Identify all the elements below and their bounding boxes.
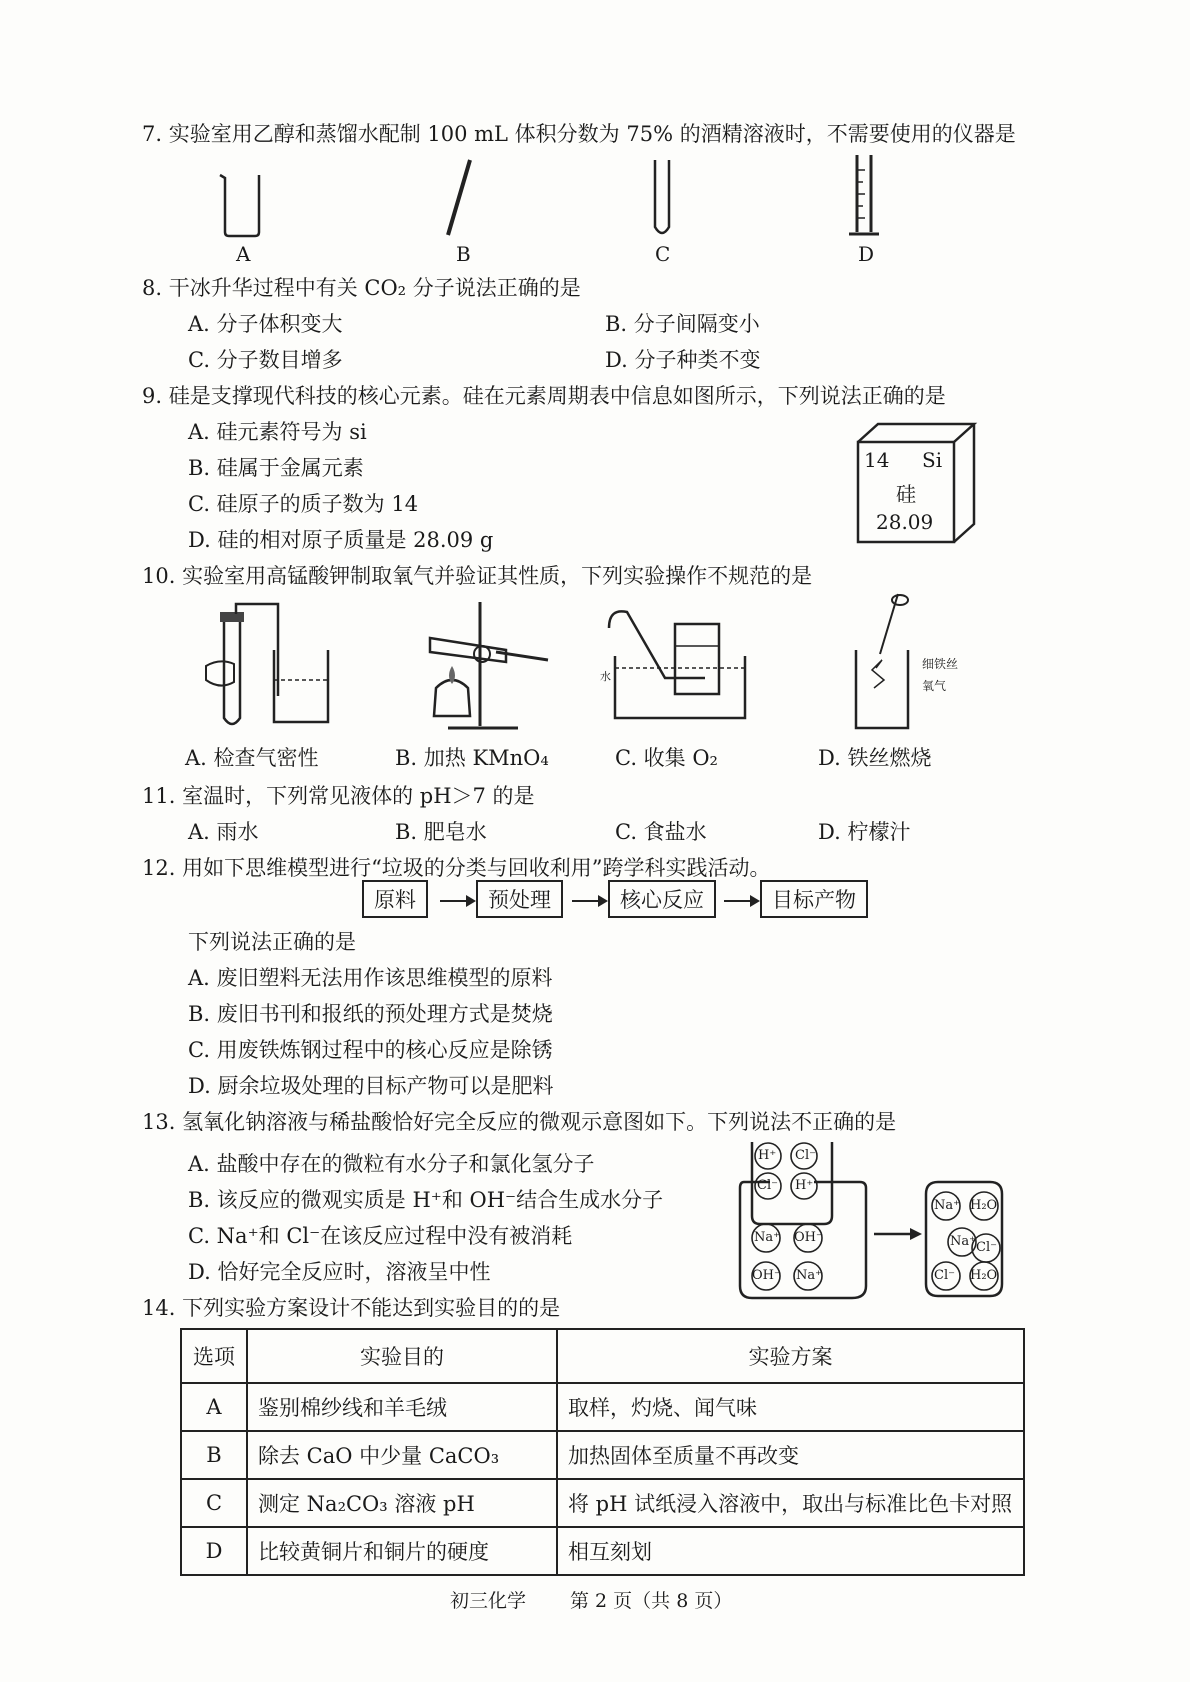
- q10-label-d: D. 铁丝燃烧: [818, 746, 932, 770]
- test-tube-icon: [650, 155, 680, 245]
- particle-cl-minus-1: Cl⁻: [795, 1148, 816, 1163]
- question-7-stem: 7. 实验室用乙醇和蒸馏水配制 100 mL 体积分数为 75% 的酒精溶液时，不需要使用的仪器是: [142, 122, 1016, 146]
- flow-step-pretreatment: 预处理: [476, 880, 563, 918]
- q7-label-b: B: [456, 242, 471, 266]
- iron-wire-annotation: 细铁丝: [922, 657, 959, 671]
- q13-option-a: A. 盐酸中存在的微粒有水分子和氯化氢分子: [188, 1152, 595, 1176]
- product-na-plus-2: Na⁺: [950, 1234, 976, 1249]
- q9-option-a: A. 硅元素符号为 si: [188, 420, 367, 444]
- product-cl-minus-1: Cl⁻: [976, 1240, 997, 1255]
- experiment-table: [180, 1328, 1025, 1576]
- col-header-option: 选项: [181, 1329, 247, 1383]
- element-name: 硅: [896, 482, 916, 506]
- table-row: [181, 1479, 1024, 1527]
- q11-option-c: C. 食盐水: [615, 820, 707, 844]
- q9-option-b: B. 硅属于金属元素: [188, 456, 364, 480]
- q7-label-c: C: [655, 242, 671, 266]
- oxygen-annotation: 氧气: [922, 679, 947, 693]
- q7-label-a: A: [236, 242, 251, 266]
- particle-na-plus-1: Na⁺: [754, 1230, 780, 1245]
- product-na-plus-1: Na⁺: [934, 1198, 960, 1213]
- airtightness-test-apparatus: [200, 600, 350, 735]
- question-13-stem: 13. 氢氧化钠溶液与稀盐酸恰好完全反应的微观示意图如下。下列说法不正确的是: [142, 1110, 897, 1134]
- question-8-stem: 8. 干冰升华过程中有关 CO₂ 分子说法正确的是: [142, 276, 581, 300]
- q13-option-d: D. 恰好完全反应时，溶液呈中性: [188, 1260, 491, 1284]
- flow-arrow-1: [440, 900, 474, 902]
- row-d-option: D: [181, 1527, 247, 1575]
- q12-option-c: C. 用废铁炼钢过程中的核心反应是除锈: [188, 1038, 553, 1062]
- heating-apparatus: [418, 598, 568, 738]
- question-14-stem: 14. 下列实验方案设计不能达到实验目的的是: [142, 1296, 561, 1320]
- row-d-method: 相互刻划: [557, 1527, 1024, 1575]
- q8-option-d: D. 分子种类不变: [605, 348, 761, 372]
- table-row: [181, 1527, 1024, 1575]
- q7-label-d: D: [858, 242, 875, 266]
- product-h2o-2: H₂O: [970, 1268, 998, 1283]
- particle-oh-minus-1: OH⁻: [794, 1230, 823, 1245]
- row-b-method: 加热固体至质量不再改变: [557, 1431, 1024, 1479]
- particle-h-plus-2: H⁺: [795, 1178, 814, 1193]
- question-9-stem: 9. 硅是支撑现代科技的核心元素。硅在元素周期表中信息如图所示，下列说法正确的是: [142, 384, 946, 408]
- particle-oh-minus-2: OH⁻: [752, 1268, 781, 1283]
- col-header-purpose: 实验目的: [247, 1329, 557, 1383]
- row-b-purpose: 除去 CaO 中少量 CaCO₃: [247, 1431, 557, 1479]
- question-11-stem: 11. 室温时，下列常见液体的 pH＞7 的是: [142, 784, 535, 808]
- row-a-method: 取样，灼烧、闻气味: [557, 1383, 1024, 1431]
- q11-option-a: A. 雨水: [188, 820, 259, 844]
- q10-label-c: C. 收集 O₂: [615, 746, 718, 770]
- q8-option-b: B. 分子间隔变小: [605, 312, 760, 336]
- q13-option-b: B. 该反应的微观实质是 H⁺和 OH⁻结合生成水分子: [188, 1188, 664, 1212]
- particle-h-plus-1: H⁺: [758, 1148, 777, 1163]
- element-atomic-number: 14: [864, 448, 890, 472]
- product-h2o-1: H₂O: [970, 1198, 998, 1213]
- row-d-purpose: 比较黄铜片和铜片的硬度: [247, 1527, 557, 1575]
- q8-option-a: A. 分子体积变大: [188, 312, 343, 336]
- iron-wire-combustion-apparatus: [850, 590, 920, 735]
- q12-option-b: B. 废旧书刊和报纸的预处理方式是焚烧: [188, 1002, 553, 1026]
- particle-na-plus-2: Na⁺: [796, 1268, 822, 1283]
- col-header-method: 实验方案: [557, 1329, 1024, 1383]
- glass-rod-icon: [440, 155, 480, 245]
- q12-option-a: A. 废旧塑料无法用作该思维模型的原料: [188, 966, 553, 990]
- q10-label-b: B. 加热 KMnO₄: [395, 746, 549, 770]
- q13-option-c: C. Na⁺和 Cl⁻在该反应过程中没有被消耗: [188, 1224, 573, 1248]
- row-b-option: B: [181, 1431, 247, 1479]
- q12-prompt: 下列说法正确的是: [188, 930, 356, 954]
- product-cl-minus-2: Cl⁻: [934, 1268, 955, 1283]
- q8-option-c: C. 分子数目增多: [188, 348, 343, 372]
- gas-collection-apparatus: [605, 598, 755, 733]
- q12-option-d: D. 厨余垃圾处理的目标产物可以是肥料: [188, 1074, 554, 1098]
- element-mass: 28.09: [876, 510, 934, 534]
- table-row: [181, 1383, 1024, 1431]
- q11-option-d: D. 柠檬汁: [818, 820, 911, 844]
- row-a-purpose: 鉴别棉纱线和羊毛绒: [247, 1383, 557, 1431]
- beaker-icon: [215, 170, 265, 240]
- flow-arrow-3: [724, 900, 758, 902]
- row-c-purpose: 测定 Na₂CO₃ 溶液 pH: [247, 1479, 557, 1527]
- water-annotation: 水: [600, 670, 611, 683]
- footer-page-number: 第 2 页（共 8 页）: [570, 1590, 733, 1612]
- particle-cl-minus-2: Cl⁻: [757, 1178, 778, 1193]
- row-c-option: C: [181, 1479, 247, 1527]
- graduated-cylinder-icon: [845, 150, 885, 245]
- flow-step-core-reaction: 核心反应: [608, 880, 716, 918]
- flow-step-target-product: 目标产物: [760, 880, 868, 918]
- table-header-row: [181, 1329, 1024, 1383]
- question-12-stem: 12. 用如下思维模型进行“垃圾的分类与回收利用”跨学科实践活动。: [142, 856, 771, 880]
- question-10-stem: 10. 实验室用高锰酸钾制取氧气并验证其性质，下列实验操作不规范的是: [142, 564, 813, 588]
- flow-arrow-2: [572, 900, 606, 902]
- footer-subject: 初三化学: [450, 1590, 527, 1612]
- q11-option-b: B. 肥皂水: [395, 820, 487, 844]
- row-a-option: A: [181, 1383, 247, 1431]
- q9-option-d: D. 硅的相对原子质量是 28.09 g: [188, 528, 494, 552]
- table-row: [181, 1431, 1024, 1479]
- flow-step-raw-material: 原料: [362, 880, 428, 918]
- q10-label-a: A. 检查气密性: [185, 746, 319, 770]
- q9-option-c: C. 硅原子的质子数为 14: [188, 492, 419, 516]
- row-c-method: 将 pH 试纸浸入溶液中，取出与标准比色卡对照: [557, 1479, 1024, 1527]
- element-symbol: Si: [922, 448, 943, 472]
